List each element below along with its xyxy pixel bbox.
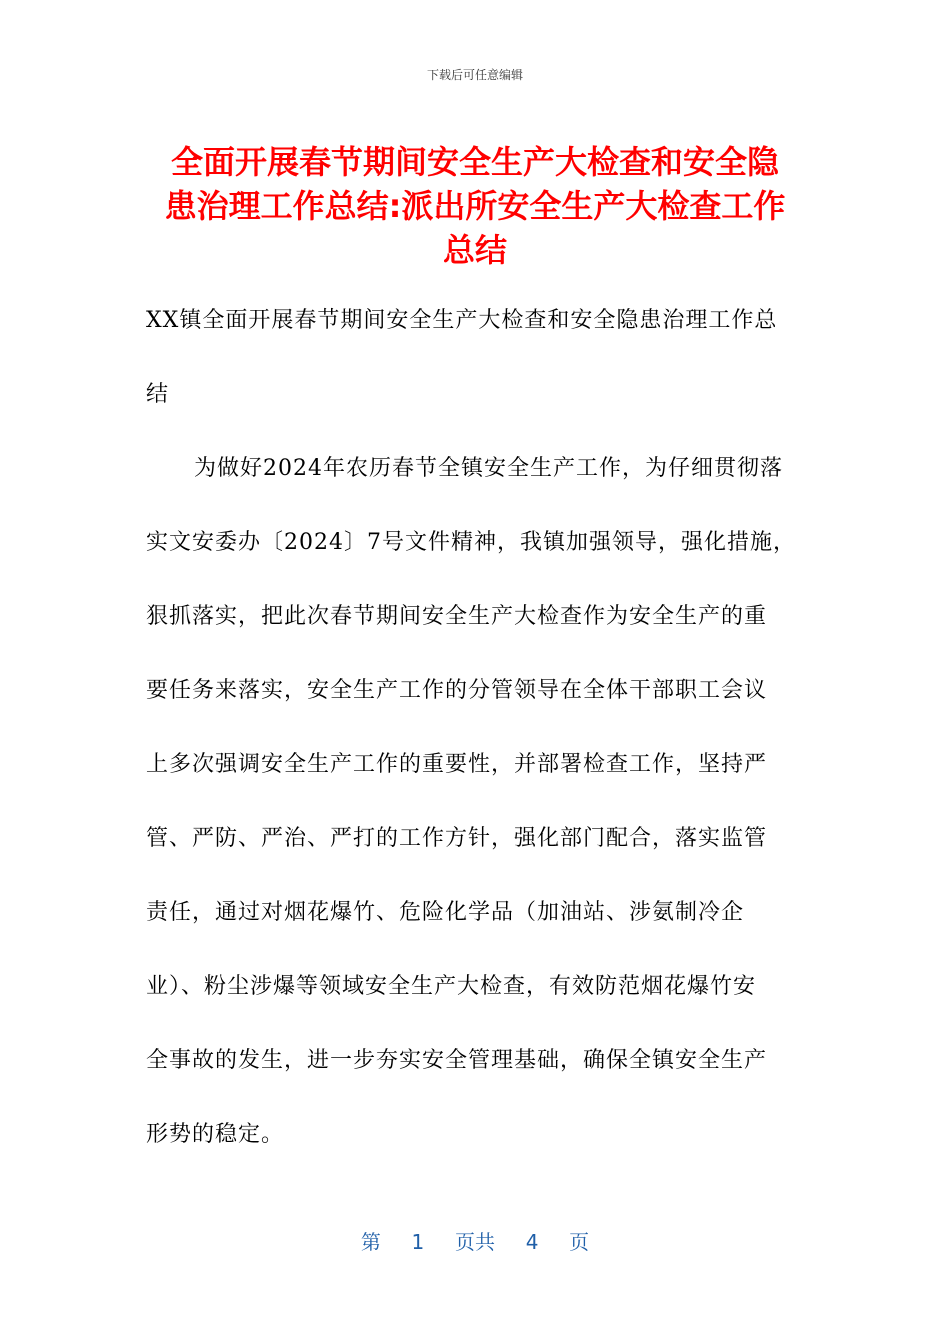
document-subtitle [146, 284, 802, 432]
paragraph-line: 为做好2024年农历春节全镇安全生产工作，为仔细贯彻落 [194, 456, 783, 481]
paragraph-line: 管、严防、严治、严打的工作方针，强化部门配合，落实监管 [146, 826, 768, 851]
page-total: 4 [525, 1230, 539, 1254]
paragraph-line: 形势的稳定。 [146, 1122, 285, 1147]
body-paragraph [146, 432, 802, 1172]
page-prefix: 第 [360, 1230, 381, 1254]
document-title [140, 140, 810, 272]
title-line: 总结 [442, 231, 507, 269]
subtitle-line: XX镇全面开展春节期间安全生产大检查和安全隐患治理工作总 [146, 308, 778, 333]
paragraph-line: 实文安委办〔2024〕7号文件精神，我镇加强领导，强化措施， [146, 530, 796, 555]
paragraph-line: 上多次强调安全生产工作的重要性，并部署检查工作，坚持严 [146, 752, 768, 777]
paragraph-line: 责任，通过对烟花爆竹、危险化学品（加油站、涉氨制冷企 [146, 900, 745, 925]
page-header-note: 下载后可任意编辑 [426, 68, 523, 82]
title-line: 全面开展春节期间安全生产大检查和安全隐 [170, 143, 779, 181]
paragraph-line: 狠抓落实，把此次春节期间安全生产大检查作为安全生产的重 [146, 604, 768, 629]
subtitle-line: 结 [146, 382, 170, 407]
page-suffix: 页 [569, 1230, 590, 1254]
title-line: 患治理工作总结:派出所安全生产大检查工作 [164, 187, 786, 225]
page-middle: 页共 [455, 1230, 495, 1254]
paragraph-line: 要任务来落实，安全生产工作的分管领导在全体干部职工会议 [146, 678, 768, 703]
paragraph-line: 全事故的发生，进一步夯实安全管理基础，确保全镇安全生产 [146, 1048, 768, 1073]
paragraph-line: 业）、粉尘涉爆等领域安全生产大检查，有效防范烟花爆竹安 [146, 974, 757, 999]
page-current: 1 [411, 1230, 425, 1254]
page-number-footer [0, 1226, 950, 1255]
